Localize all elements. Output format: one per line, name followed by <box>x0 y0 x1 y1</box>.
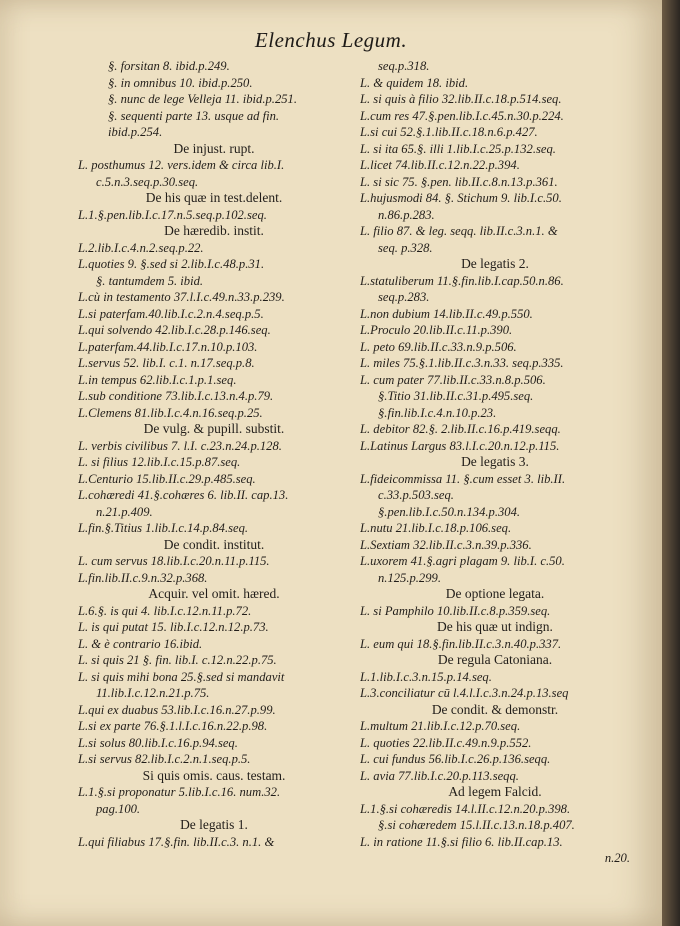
index-entry: L. cum servus 18.lib.I.c.20.n.11.p.115. <box>78 554 270 568</box>
index-entry: L.1.§.si cohæredis 14.l.II.c.12.n.20.p.398. <box>360 801 571 816</box>
index-entry: n.21.p.409. <box>96 504 153 519</box>
index-entry: L.1.§.si proponatur 5.lib.I.c.16. num.32. <box>78 785 281 799</box>
index-entry: L. si quis 21 §. fin. lib.I. c.12.n.22.p.75. <box>78 653 277 667</box>
section-heading: De legatis 3. <box>461 454 529 469</box>
index-entry: L.si ex parte 76.§.1.l.I.c.16.n.22.p.98. <box>78 719 268 733</box>
index-entry: L.Centurio 15.lib.II.c.29.p.485.seq. <box>78 471 256 486</box>
index-entry: L.Clemens 81.lib.I.c.4.n.16.seq.p.25. <box>78 405 263 420</box>
index-entry: L.hujusmodi 84. §. Stichum 9. lib.I.c.50. <box>360 191 562 205</box>
left-column <box>78 58 350 850</box>
index-entry: L.in tempus 62.lib.I.c.1.p.1.seq. <box>78 372 237 387</box>
index-entry: L.cum res 47.§.pen.lib.I.c.45.n.30.p.224. <box>360 108 564 123</box>
index-entry: §.pen.lib.I.c.50.n.134.p.304. <box>378 504 521 519</box>
index-entry: L.si solus 80.lib.I.c.16.p.94.seq. <box>78 735 238 750</box>
index-entry: L. filio 87. & leg. seqq. lib.II.c.3.n.1. & <box>360 224 558 238</box>
section-heading: De injust. rupt. <box>173 140 255 156</box>
index-entry: L.si cui 52.§.1.lib.II.c.18.n.6.p.427. <box>360 125 538 139</box>
index-entry: L.qui ex duabus 53.lib.I.c.16.n.27.p.99. <box>78 702 276 717</box>
index-entry: L. si sic 75. §.pen. lib.II.c.8.n.13.p.361. <box>360 174 558 189</box>
index-entry: seq.p.318. <box>378 59 430 73</box>
index-entry: L.2.lib.I.c.4.n.2.seq.p.22. <box>78 240 204 255</box>
section-heading: Acquir. vel omit. hæred. <box>148 586 280 601</box>
index-entry: L. miles 75.§.1.lib.II.c.3.n.33. seq.p.335. <box>360 356 564 370</box>
index-entry: L. peto 69.lib.II.c.33.n.9.p.506. <box>360 339 517 354</box>
index-entry: n.20. <box>604 851 630 865</box>
index-entry: L.cohæredi 41.§.cohæres 6. lib.II. cap.13. <box>78 488 289 502</box>
index-entry: §. sequenti parte 13. usque ad fin. <box>108 108 280 123</box>
index-entry: L.cù in testamento 37.l.I.c.49.n.33.p.239. <box>78 290 285 304</box>
section-heading: De condit. institut. <box>163 536 265 552</box>
section-heading: De vulg. & pupill. substit. <box>143 421 285 436</box>
section-heading: De legatis 1. <box>180 817 248 832</box>
index-entry: L.qui filiabus 17.§.fin. lib.II.c.3. n.1. & <box>78 834 275 849</box>
index-entry: L.licet 74.lib.II.c.12.n.22.p.394. <box>360 158 520 172</box>
index-entry: L.quoties 9. §.sed si 2.lib.I.c.48.p.31. <box>78 257 265 271</box>
index-entry: L.statuliberum 11.§.fin.lib.I.cap.50.n.86. <box>360 273 564 288</box>
section-heading: Si quis omis. caus. testam. <box>142 767 286 783</box>
index-entry: L.6.§. is qui 4. lib.I.c.12.n.11.p.72. <box>78 603 252 618</box>
index-entry: L.paterfam.44.lib.I.c.17.n.10.p.103. <box>78 339 258 354</box>
index-entry: L.Proculo 20.lib.II.c.11.p.390. <box>360 323 513 337</box>
index-entry: L.fin.lib.II.c.9.n.32.p.368. <box>78 570 208 585</box>
index-entry: §.fin.lib.I.c.4.n.10.p.23. <box>378 405 497 420</box>
index-entry: L.qui solvendo 42.lib.I.c.28.p.146.seq. <box>78 323 271 337</box>
index-entry: L. & è contrario 16.ibid. <box>78 636 203 651</box>
index-entry: L.fideicommissa 11. §.cum esset 3. lib.II. <box>360 471 566 486</box>
index-entry: L.non dubium 14.lib.II.c.49.p.550. <box>360 306 533 321</box>
index-entry: L.si paterfam.40.lib.I.c.2.n.4.seq.p.5. <box>78 306 264 321</box>
index-entry: L.servus 52. lib.I. c.1. n.17.seq.p.8. <box>78 356 255 370</box>
section-heading: De legatis 2. <box>461 256 529 271</box>
index-entry: L. is qui putat 15. lib.I.c.12.n.12.p.73. <box>78 620 269 634</box>
index-entry: L.Sextiam 32.lib.II.c.3.n.39.p.336. <box>360 537 532 552</box>
index-entry: n.86.p.283. <box>378 207 435 222</box>
section-heading: De condit. & demonstr. <box>431 701 559 717</box>
index-entry: L. si quis mihi bona 25.§.sed si mandavit <box>78 669 285 684</box>
index-entry: L.sub conditione 73.lib.I.c.13.n.4.p.79. <box>78 389 274 403</box>
index-entry: 11.lib.I.c.12.n.21.p.75. <box>96 686 210 700</box>
index-entry: §. nunc de lege Velleja 11. ibid.p.251. <box>108 92 297 106</box>
index-entry: L.si servus 82.lib.I.c.2.n.1.seq.p.5. <box>78 752 251 766</box>
index-entry: L. in ratione 11.§.si filio 6. lib.II.cap.13. <box>360 834 563 849</box>
section-heading: De his quæ in test.delent. <box>145 190 283 205</box>
index-entry: L.1.§.pen.lib.I.c.17.n.5.seq.p.102.seq. <box>78 207 267 222</box>
index-entry: L. debitor 82.§. 2.lib.II.c.16.p.419.seqq. <box>360 422 561 436</box>
index-entry: seq. p.328. <box>378 240 433 255</box>
index-entry: L. eum qui 18.§.fin.lib.II.c.3.n.40.p.337. <box>360 636 562 651</box>
index-entry: L. posthumus 12. vers.idem & circa lib.I. <box>78 158 285 172</box>
index-entry: L. avia 77.lib.I.c.20.p.113.seqq. <box>360 768 519 783</box>
index-entry: ibid.p.254. <box>108 125 163 139</box>
index-entry: L.multum 21.lib.I.c.12.p.70.seq. <box>360 719 521 733</box>
index-entry: §.si cohæredem 15.l.II.c.13.n.18.p.407. <box>378 818 575 832</box>
index-entry: L. cum pater 77.lib.II.c.33.n.8.p.506. <box>360 372 546 387</box>
index-entry: L.Latinus Largus 83.l.I.c.20.n.12.p.115. <box>360 438 560 453</box>
section-heading: De regula Catoniana. <box>437 652 553 667</box>
index-entry: §. in omnibus 10. ibid.p.250. <box>108 75 253 90</box>
section-heading: De his quæ ut indign. <box>437 619 553 634</box>
index-entry: L. & quidem 18. ibid. <box>360 75 469 90</box>
index-entry: L. cui fundus 56.lib.I.c.26.p.136.seqq. <box>360 752 551 766</box>
index-entry: c.5.n.3.seq.p.30.seq. <box>96 174 199 189</box>
page-title: Elenchus Legum. <box>254 28 408 52</box>
index-entry: pag.100. <box>96 801 141 816</box>
index-entry: L.nutu 21.lib.I.c.18.p.106.seq. <box>360 521 512 535</box>
index-entry: L.fin.§.Titius 1.lib.I.c.14.p.84.seq. <box>78 521 249 535</box>
section-heading: De optione legata. <box>445 586 545 601</box>
index-entry: L.1.lib.I.c.3.n.15.p.14.seq. <box>360 669 492 684</box>
index-entry: L.uxorem 41.§.agri plagam 9. lib.I. c.50. <box>360 554 565 568</box>
right-column <box>360 58 630 867</box>
index-entry: L. si filius 12.lib.I.c.15.p.87.seq. <box>78 455 241 469</box>
index-entry: §. forsitan 8. ibid.p.249. <box>108 59 230 73</box>
section-heading: Ad legem Falcid. <box>448 784 542 799</box>
book-gutter-edge <box>662 0 680 926</box>
index-entry: L. verbis civilibus 7. l.I. c.23.n.24.p.128. <box>78 438 282 453</box>
index-entry: L. si ita 65.§. illi 1.lib.I.c.25.p.132.seq. <box>360 141 556 156</box>
index-entry: L. si quis à filio 32.lib.II.c.18.p.514.seq. <box>360 92 562 106</box>
index-entry: §.Titio 31.lib.II.c.31.p.495.seq. <box>378 389 534 403</box>
section-heading: De hæredib. instit. <box>164 223 264 238</box>
index-entry: seq.p.283. <box>378 290 430 304</box>
index-entry: L.3.conciliatur cū l.4.l.I.c.3.n.24.p.13.seq <box>360 686 569 700</box>
index-entry: §. tantumdem 5. ibid. <box>96 273 204 288</box>
index-entry: L. si Pamphilo 10.lib.II.c.8.p.359.seq. <box>360 603 551 618</box>
index-entry: c.33.p.503.seq. <box>378 488 454 502</box>
index-entry: L. quoties 22.lib.II.c.49.n.9.p.552. <box>360 735 532 750</box>
index-entry: n.125.p.299. <box>378 570 441 585</box>
